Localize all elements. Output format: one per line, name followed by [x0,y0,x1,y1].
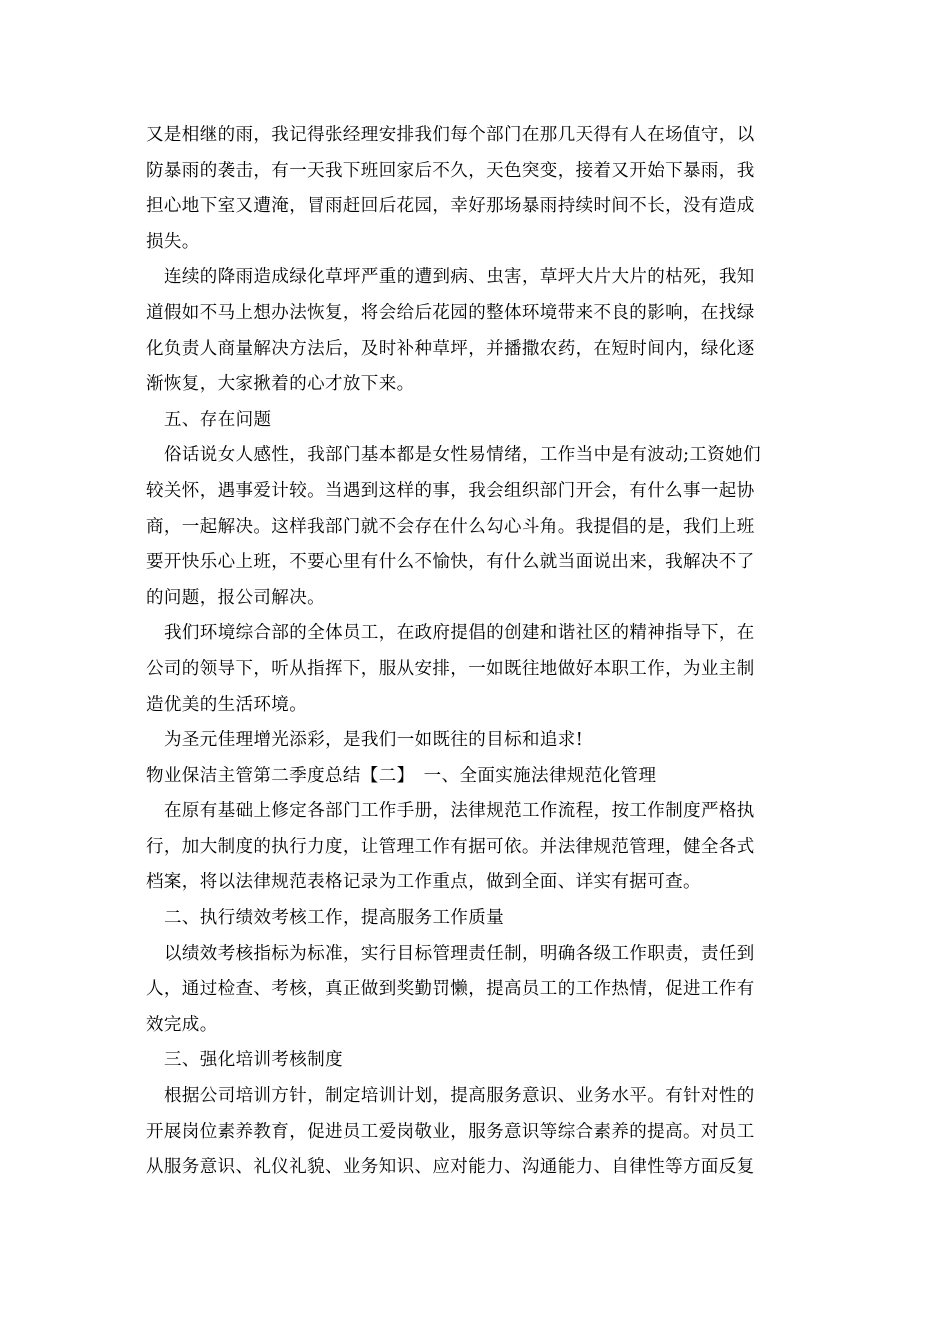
text-line: 担心地下室又遭淹，冒雨赶回后花园，幸好那场暴雨持续时间不长，没有造成 [146,196,755,217]
text-line: 效完成。 [146,1014,218,1035]
text-line: 为圣元佳理增光添彩，是我们一如既往的目标和追求! [164,730,584,751]
text-line: 从服务意识、礼仪礼貌、业务知识、应对能力、沟通能力、自律性等方面反复 [146,1157,755,1178]
text-line: 俗话说女人感性，我部门基本都是女性易情绪，工作当中是有波动;工资她们 [164,445,761,466]
text-line: 损失。 [146,231,200,252]
text-line: 连续的降雨造成绿化草坪严重的遭到病、虫害，草坪大片大片的枯死，我知 [164,267,755,288]
text-line: 公司的领导下，听从指挥下，服从安排，一如既往地做好本职工作，为业主制 [146,658,755,679]
text-line: 的问题，报公司解决。 [146,587,325,608]
text-line: 要开快乐心上班，不要心里有什么不愉快，有什么就当面说出来，我解决不了 [146,552,755,573]
text-line: 商，一起解决。这样我部门就不会存在什么勾心斗角。我提倡的是，我们上班 [146,516,755,537]
text-line: 防暴雨的袭击，有一天我下班回家后不久，天色突变，接着又开始下暴雨，我 [146,160,755,181]
text-line: 我们环境综合部的全体员工，在政府提倡的创建和谐社区的精神指导下，在 [164,623,755,644]
text-line: 行，加大制度的执行力度，让管理工作有据可依。并法律规范管理，健全各式 [146,836,755,857]
text-line: 根据公司培训方针，制定培训计划，提高服务意识、业务水平。有针对性的 [164,1086,755,1107]
text-line: 道假如不马上想办法恢复，将会给后花园的整体环境带来不良的影响，在找绿 [146,302,755,323]
text-line: 人，通过检查、考核，真正做到奖勤罚懒，提高员工的工作热情，促进工作有 [146,979,755,1000]
text-line: 档案，将以法律规范表格记录为工作重点，做到全面、详实有据可查。 [146,872,701,893]
text-line: 较关怀，遇事爱计较。当遇到这样的事，我会组织部门开会，有什么事一起协 [146,480,755,501]
text-line: 在原有基础上修定各部门工作手册，法律规范工作流程，按工作制度严格执 [164,801,755,822]
text-line: 二、执行绩效考核工作，提高服务工作质量 [164,908,505,929]
text-line: 渐恢复，大家揪着的心才放下来。 [146,374,415,395]
text-line: 五、存在问题 [164,409,272,430]
text-line: 化负责人商量解决方法后，及时补种草坪，并播撒农药，在短时间内，绿化逐 [146,338,755,359]
text-line: 开展岗位素养教育，促进员工爱岗敬业，服务意识等综合素养的提高。对员工 [146,1121,755,1142]
text-line: 又是相继的雨，我记得张经理安排我们每个部门在那几天得有人在场值守，以 [146,125,755,145]
text-line: 造优美的生活环境。 [146,694,308,715]
text-line: 物业保洁主管第二季度总结【二】 一、全面实施法律规范化管理 [146,765,657,786]
text-line: 三、强化培训考核制度 [164,1050,343,1071]
document-body [146,118,806,1186]
text-line: 以绩效考核指标为标准，实行目标管理责任制，明确各级工作职责，责任到 [164,943,755,964]
